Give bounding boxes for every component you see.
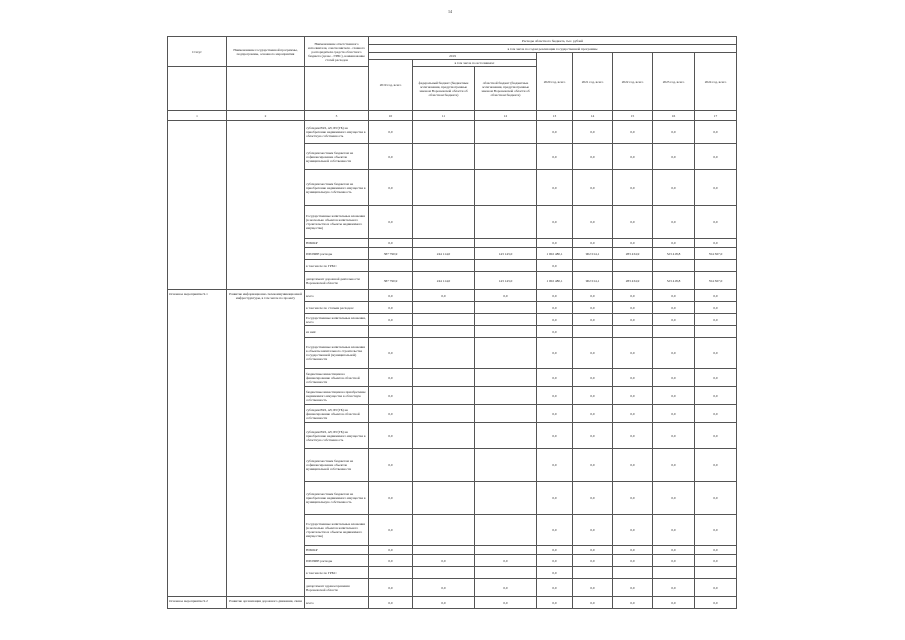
value-cell: 0,0: [613, 170, 653, 206]
value-cell: 0,0: [573, 449, 613, 482]
value-cell: 0,0: [537, 326, 573, 338]
value-cell: 283 434,9: [613, 248, 653, 260]
value-cell: 0,0: [653, 369, 695, 387]
value-cell: [413, 144, 475, 170]
value-cell: 0,0: [653, 206, 695, 239]
value-cell: 554 367,0: [695, 272, 737, 290]
program-cell: [227, 121, 305, 290]
value-cell: 0,0: [695, 369, 737, 387]
value-cell: 1 002 480,1: [537, 272, 573, 290]
value-cell: 0,0: [613, 482, 653, 515]
value-cell: [653, 326, 695, 338]
value-cell: 0,0: [369, 482, 413, 515]
value-cell: 0,0: [653, 314, 695, 326]
value-cell: 0,0: [573, 239, 613, 248]
value-cell: 0,0: [695, 555, 737, 567]
value-cell: 0,0: [369, 314, 413, 326]
expense-item: субсидии ЮЛ, АУ, БУ(ГБ) на финансирование объектов областной собственности: [305, 405, 369, 423]
value-cell: 0,0: [369, 423, 413, 449]
value-cell: 0,0: [613, 597, 653, 609]
value-cell: 0,0: [537, 546, 573, 555]
value-cell: [413, 170, 475, 206]
value-cell: 0,0: [695, 338, 737, 369]
header-2021: 2021 год, всего: [573, 53, 613, 111]
value-cell: [413, 405, 475, 423]
header-status: Статус: [168, 37, 227, 67]
value-cell: 0,0: [369, 405, 413, 423]
value-cell: [573, 567, 613, 579]
value-cell: 0,0: [653, 239, 695, 248]
value-cell: [475, 482, 537, 515]
value-cell: 0,0: [653, 387, 695, 405]
value-cell: [413, 423, 475, 449]
value-cell: 0,0: [613, 338, 653, 369]
column-number: 3: [305, 111, 369, 121]
value-cell: 0,0: [695, 449, 737, 482]
value-cell: 0,0: [537, 338, 573, 369]
value-cell: [413, 239, 475, 248]
column-number: 16: [653, 111, 695, 121]
value-cell: 0,0: [613, 144, 653, 170]
value-cell: 0,0: [413, 555, 475, 567]
value-cell: 0,0: [653, 579, 695, 597]
value-cell: 0,0: [369, 338, 413, 369]
header-2024: 2024 год, всего: [695, 53, 737, 111]
value-cell: 0,0: [613, 449, 653, 482]
value-cell: [369, 567, 413, 579]
value-cell: 0,0: [613, 121, 653, 144]
value-cell: 0,0: [369, 290, 413, 302]
expense-item: бюджетные инвестиции на финансирование объектов областной собственности: [305, 369, 369, 387]
value-cell: 0,0: [653, 423, 695, 449]
value-cell: [413, 482, 475, 515]
value-cell: 0,0: [653, 515, 695, 546]
expense-item: Государственные капитальные вложения (в несколько объектов капитального строительства и объекты недвижимого имущества): [305, 206, 369, 239]
table-row: [168, 121, 737, 144]
value-cell: 0,0: [653, 290, 695, 302]
value-cell: 0,0: [695, 290, 737, 302]
column-number-row: [168, 111, 737, 121]
expense-item: ПРОЧИЕ расходы: [305, 248, 369, 260]
value-cell: 0,0: [537, 239, 573, 248]
column-number: 14: [573, 111, 613, 121]
value-cell: 0,0: [537, 579, 573, 597]
value-cell: 0,0: [613, 290, 653, 302]
value-cell: 0,0: [573, 144, 613, 170]
value-cell: 554 367,0: [695, 248, 737, 260]
value-cell: 0,0: [537, 405, 573, 423]
value-cell: 0,0: [653, 144, 695, 170]
expense-item: субсидии ЮЛ, АУ, БУ(ГБ) на приобретение недвижимого имущества в областную собственность: [305, 423, 369, 449]
expense-item: субсидии ЮЛ, АУ, БУ(ГБ) на приобретение недвижимого имущества в областную собственность: [305, 121, 369, 144]
value-cell: 0,0: [695, 423, 737, 449]
value-cell: 0,0: [695, 302, 737, 314]
value-cell: 387 790,9: [369, 272, 413, 290]
value-cell: 0,0: [475, 597, 537, 609]
expense-item: всего: [305, 290, 369, 302]
value-cell: 0,0: [537, 314, 573, 326]
value-cell: 0,0: [537, 515, 573, 546]
value-cell: 0,0: [537, 449, 573, 482]
value-cell: [475, 239, 537, 248]
value-cell: 0,0: [573, 579, 613, 597]
value-cell: 0,0: [653, 449, 695, 482]
value-cell: [413, 260, 475, 272]
budget-table: [167, 36, 737, 609]
value-cell: 0,0: [537, 555, 573, 567]
value-cell: 0,0: [537, 597, 573, 609]
value-cell: [475, 144, 537, 170]
value-cell: 0,0: [537, 369, 573, 387]
value-cell: 902 014,1: [573, 272, 613, 290]
program-cell: Развитие информационно-телекоммуникационной инфраструктуры, в том числе по проекту: [227, 290, 305, 597]
value-cell: [475, 206, 537, 239]
value-cell: 0,0: [695, 239, 737, 248]
value-cell: [413, 121, 475, 144]
value-cell: 0,0: [573, 482, 613, 515]
value-cell: 0,0: [369, 515, 413, 546]
value-cell: 0,0: [653, 302, 695, 314]
value-cell: [475, 314, 537, 326]
value-cell: 0,0: [695, 170, 737, 206]
value-cell: 0,0: [537, 290, 573, 302]
value-cell: 0,0: [537, 567, 573, 579]
value-cell: 1 002 480,1: [537, 248, 573, 260]
column-number: 15: [613, 111, 653, 121]
value-cell: 0,0: [369, 239, 413, 248]
value-cell: 0,0: [613, 369, 653, 387]
value-cell: 283 434,9: [613, 272, 653, 290]
value-cell: 0,0: [613, 555, 653, 567]
value-cell: [695, 567, 737, 579]
expense-item: в том числе по статьям расходов:: [305, 302, 369, 314]
column-number: 17: [695, 111, 737, 121]
value-cell: 0,0: [653, 170, 695, 206]
value-cell: [613, 326, 653, 338]
value-cell: [369, 260, 413, 272]
column-number: 10: [369, 111, 413, 121]
value-cell: 0,0: [369, 206, 413, 239]
table-row: [168, 290, 737, 302]
value-cell: [653, 260, 695, 272]
expense-item: НИОКР: [305, 546, 369, 555]
value-cell: 0,0: [653, 546, 695, 555]
value-cell: 0,0: [537, 206, 573, 239]
header-year-2019-group: 2019: [369, 53, 537, 60]
value-cell: 0,0: [369, 546, 413, 555]
value-cell: 0,0: [369, 597, 413, 609]
page-number: 14: [448, 9, 452, 14]
value-cell: [413, 546, 475, 555]
column-number: 1: [168, 111, 227, 121]
value-cell: 0,0: [369, 449, 413, 482]
expense-item: всего: [305, 597, 369, 609]
header-federal: федеральный бюджет (бюджетные ассигнования, предусмотренные законом Воронежской области об областном бюджете): [413, 67, 475, 111]
value-cell: [475, 121, 537, 144]
column-number: 13: [537, 111, 573, 121]
header-program: Наименование государственной программы, подпрограммы, основного мероприятия: [227, 37, 305, 67]
expense-item: департамент здравоохранения Воронежской области: [305, 579, 369, 597]
value-cell: 0,0: [475, 579, 537, 597]
expense-item: субсидии местным бюджетам на приобретение недвижимого имущества в муниципальную собственность: [305, 482, 369, 515]
value-cell: [653, 567, 695, 579]
value-cell: 0,0: [475, 555, 537, 567]
value-cell: 0,0: [695, 579, 737, 597]
value-cell: [475, 546, 537, 555]
value-cell: [613, 567, 653, 579]
value-cell: [573, 260, 613, 272]
expense-item: департамент дорожной деятельности Воронежской области: [305, 272, 369, 290]
value-cell: 0,0: [613, 515, 653, 546]
value-cell: 523 418,8: [653, 248, 695, 260]
value-cell: 0,0: [653, 597, 695, 609]
value-cell: [475, 387, 537, 405]
value-cell: 0,0: [573, 302, 613, 314]
value-cell: [413, 314, 475, 326]
header-sources: Наименование ответственного исполнителя, соисполнителя - главного распорядителя средств областного бюджета (далее - ГРБС), наименование статей расходов: [305, 37, 369, 67]
table-row: [168, 597, 737, 609]
expense-item: бюджетные инвестиции на приобретение недвижимого имущества в областную собственность: [305, 387, 369, 405]
expense-item: НИОКР: [305, 239, 369, 248]
value-cell: 0,0: [613, 387, 653, 405]
value-cell: [413, 515, 475, 546]
value-cell: [475, 326, 537, 338]
value-cell: 0,0: [653, 338, 695, 369]
expense-item: субсидии местным бюджетам на приобретение недвижимого имущества в муниципальную собственность: [305, 170, 369, 206]
value-cell: 0,0: [695, 121, 737, 144]
expense-item: ПРОЧИЕ расходы: [305, 555, 369, 567]
value-cell: 0,0: [573, 206, 613, 239]
value-cell: 0,0: [537, 260, 573, 272]
value-cell: 523 418,8: [653, 272, 695, 290]
value-cell: 0,0: [573, 314, 613, 326]
expense-item: Государственные капитальные вложения в объекты капитального строительства государственной (муниципальной) собственности: [305, 338, 369, 369]
value-cell: 0,0: [695, 314, 737, 326]
value-cell: [475, 170, 537, 206]
value-cell: [475, 260, 537, 272]
value-cell: [369, 326, 413, 338]
value-cell: 0,0: [369, 579, 413, 597]
value-cell: 0,0: [613, 302, 653, 314]
value-cell: [695, 260, 737, 272]
value-cell: 0,0: [573, 546, 613, 555]
value-cell: 0,0: [537, 121, 573, 144]
value-cell: 0,0: [695, 405, 737, 423]
value-cell: 0,0: [653, 121, 695, 144]
header-2023: 2023 год, всего: [653, 53, 695, 111]
value-cell: [413, 369, 475, 387]
value-cell: 244 114,0: [413, 248, 475, 260]
value-cell: 0,0: [573, 405, 613, 423]
value-cell: 0,0: [653, 555, 695, 567]
value-cell: 0,0: [613, 239, 653, 248]
expense-item: в том числе по ГРБС:: [305, 567, 369, 579]
value-cell: [475, 338, 537, 369]
value-cell: 387 790,9: [369, 248, 413, 260]
value-cell: 0,0: [537, 387, 573, 405]
value-cell: 0,0: [413, 597, 475, 609]
value-cell: [573, 326, 613, 338]
value-cell: 0,0: [537, 302, 573, 314]
value-cell: [695, 326, 737, 338]
value-cell: 0,0: [573, 423, 613, 449]
value-cell: 0,0: [573, 515, 613, 546]
value-cell: 0,0: [573, 597, 613, 609]
value-cell: 0,0: [573, 338, 613, 369]
value-cell: [475, 423, 537, 449]
value-cell: [413, 338, 475, 369]
status-cell: Основное мероприятие 9.2: [168, 597, 227, 609]
value-cell: 0,0: [573, 290, 613, 302]
header-2020: 2020 год, всего: [537, 53, 573, 111]
value-cell: 0,0: [613, 423, 653, 449]
expense-item: субсидии местным бюджетам на софинансирование объектов муниципальной собственности: [305, 144, 369, 170]
value-cell: 0,0: [613, 579, 653, 597]
value-cell: 0,0: [573, 369, 613, 387]
value-cell: [475, 369, 537, 387]
value-cell: 0,0: [369, 170, 413, 206]
value-cell: 0,0: [369, 144, 413, 170]
value-cell: 0,0: [695, 482, 737, 515]
value-cell: [413, 302, 475, 314]
expense-item: в том числе по ГРБС:: [305, 260, 369, 272]
value-cell: 0,0: [695, 597, 737, 609]
value-cell: 0,0: [653, 482, 695, 515]
expense-item: Государственные капитальные вложения (в несколько объектов капитального строительства и объекты недвижимого имущества): [305, 515, 369, 546]
value-cell: 0,0: [537, 144, 573, 170]
column-number: 11: [413, 111, 475, 121]
value-cell: 0,0: [695, 144, 737, 170]
value-cell: [413, 449, 475, 482]
value-cell: 0,0: [613, 206, 653, 239]
value-cell: 143 143,0: [475, 272, 537, 290]
value-cell: 0,0: [413, 290, 475, 302]
value-cell: 0,0: [695, 387, 737, 405]
header-regional: областной бюджет (бюджетные ассигнования, предусмотренные законом Воронежской области об областном бюджете): [475, 67, 537, 111]
column-number: 2: [227, 111, 305, 121]
value-cell: [475, 515, 537, 546]
header-budget-title: Расходы областного бюджета, тыс. рублей: [369, 37, 737, 45]
header-2022: 2022 год, всего: [613, 53, 653, 111]
value-cell: 0,0: [537, 482, 573, 515]
value-cell: 0,0: [413, 579, 475, 597]
header-by-year: в том числе по годам реализации государственной программы: [369, 45, 737, 53]
value-cell: 0,0: [573, 555, 613, 567]
value-cell: 0,0: [573, 387, 613, 405]
value-cell: 0,0: [537, 170, 573, 206]
program-cell: Развитие организации дорожного движения, связи: [227, 597, 305, 609]
value-cell: [413, 387, 475, 405]
value-cell: [475, 449, 537, 482]
status-cell: [168, 121, 227, 290]
value-cell: [475, 567, 537, 579]
value-cell: 0,0: [573, 170, 613, 206]
value-cell: 0,0: [475, 290, 537, 302]
value-cell: [413, 206, 475, 239]
value-cell: [475, 302, 537, 314]
header-2019: 2019 год, всего: [369, 60, 413, 111]
value-cell: [613, 260, 653, 272]
value-cell: 244 114,0: [413, 272, 475, 290]
value-cell: 0,0: [613, 314, 653, 326]
value-cell: 0,0: [695, 206, 737, 239]
value-cell: 0,0: [369, 302, 413, 314]
value-cell: [413, 567, 475, 579]
value-cell: 0,0: [695, 515, 737, 546]
header-incl: в том числе по источникам:: [413, 60, 537, 67]
value-cell: 0,0: [369, 121, 413, 144]
value-cell: 0,0: [653, 405, 695, 423]
value-cell: 0,0: [613, 546, 653, 555]
column-number: 12: [475, 111, 537, 121]
value-cell: 143 143,0: [475, 248, 537, 260]
value-cell: 0,0: [369, 555, 413, 567]
status-cell: Основное мероприятие 9.1: [168, 290, 227, 597]
value-cell: [413, 326, 475, 338]
expense-item: субсидии местным бюджетам на софинансирование объектов муниципальной собственности: [305, 449, 369, 482]
value-cell: 0,0: [613, 405, 653, 423]
value-cell: 0,0: [573, 121, 613, 144]
value-cell: 902 014,1: [573, 248, 613, 260]
value-cell: 0,0: [695, 546, 737, 555]
expense-item: из них:: [305, 326, 369, 338]
value-cell: [475, 405, 537, 423]
value-cell: 0,0: [369, 369, 413, 387]
value-cell: 0,0: [537, 423, 573, 449]
expense-item: Государственные капитальные вложения, всего: [305, 314, 369, 326]
value-cell: 0,0: [369, 387, 413, 405]
